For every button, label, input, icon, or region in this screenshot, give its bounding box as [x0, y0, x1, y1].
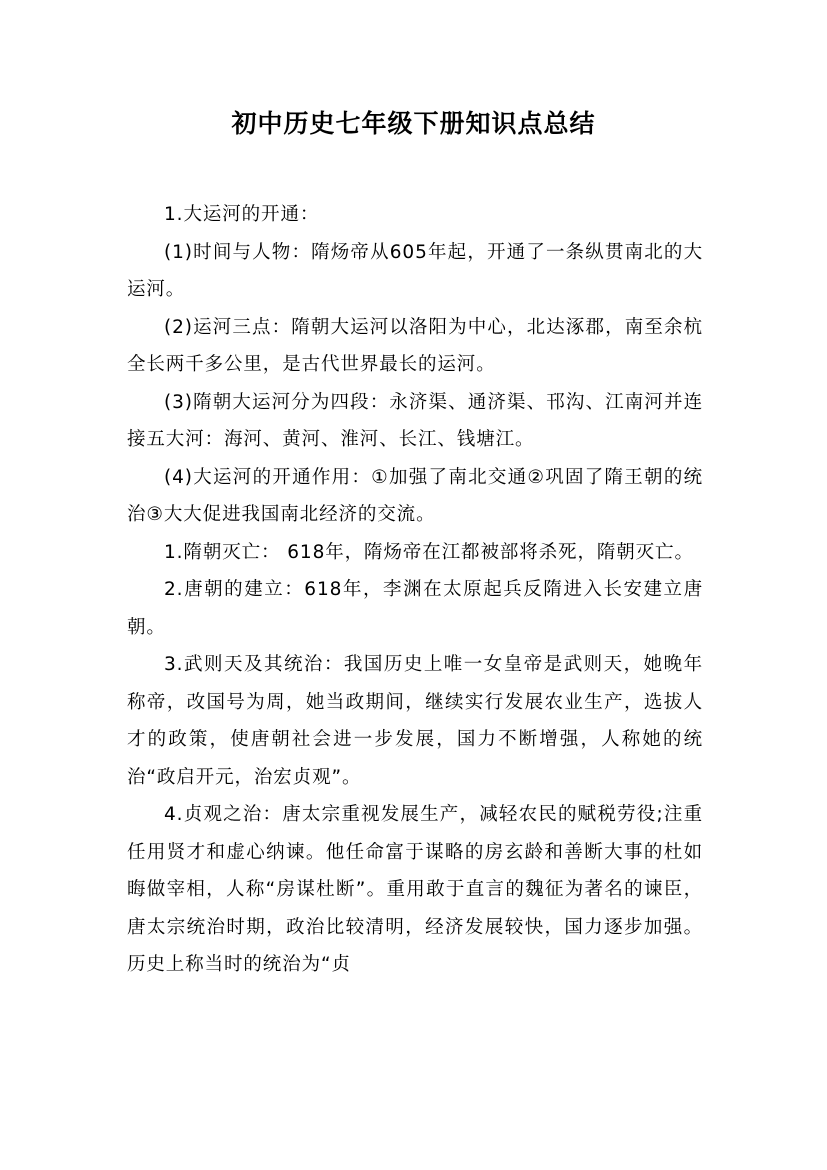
paragraph-sui-fall: 1.隋朝灭亡： 618年，隋炀帝在江都被部将杀死，隋朝灭亡。 — [164, 541, 694, 563]
paragraph-zhenguan-rule: 4.贞观之治：唐太宗重视发展生产，减轻农民的赋税劳役;注重任用贤才和虚心纳谏。他任命富于谋略的房玄龄和善断大事的杜如晦做宰相，人称“房谋杜断”。重用敢于直言的魏征为著名的谏臣，唐太宗统治时期，政治比较清明，经济发展较快，国力逐步加强。历史上称当时的统治为“贞 — [127, 804, 703, 975]
paragraph-tang-founding: 2.唐朝的建立：618年，李渊在太原起兵反隋进入长安建立唐朝。 — [127, 579, 703, 638]
paragraph-canal-effects: (4)大运河的开通作用：①加强了南北交通②巩固了隋王朝的统治③大大促进我国南北经济的交流。 — [127, 466, 703, 525]
paragraph-canal-four-sections: (3)隋朝大运河分为四段：永济渠、通济渠、邗沟、江南河并连接五大河：海河、黄河、淮河、长江、钱塘江。 — [127, 391, 703, 450]
paragraph-canal-time-people: (1)时间与人物：隋炀帝从605年起，开通了一条纵贯南北的大运河。 — [127, 241, 703, 300]
paragraph-canal-heading: 1.大运河的开通： — [164, 204, 320, 225]
document-title: 初中历史七年级下册知识点总结 — [231, 109, 596, 138]
document-body — [127, 196, 703, 984]
paragraph-canal-three-points: (2)运河三点：隋朝大运河以洛阳为中心，北达涿郡，南至余杭全长两千多公里，是古代世界最长的运河。 — [127, 316, 703, 375]
paragraph-wu-zetian: 3.武则天及其统治：我国历史上唯一女皇帝是武则天，她晚年称帝，改国号为周，她当政期间，继续实行发展农业生产，选拔人才的政策，使唐朝社会进一步发展，国力不断增强，人称她的统治“政启开元，治宏贞观”。 — [127, 654, 703, 788]
